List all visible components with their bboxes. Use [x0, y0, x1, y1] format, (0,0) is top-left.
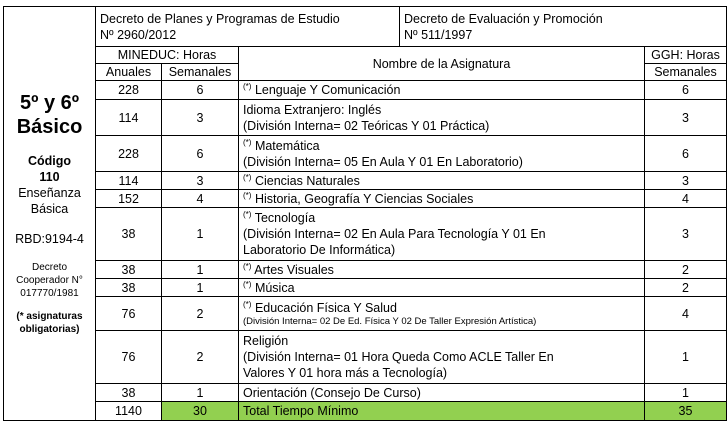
table-row [4, 136, 727, 172]
ggh-hours: 2 [645, 261, 727, 279]
table-row [4, 81, 727, 100]
subject-line: Historia, Geografía Y Ciencias Sociales [254, 191, 474, 206]
ggh-hours: 3 [645, 100, 727, 136]
ggh-weekly-header: Semanales [645, 64, 727, 81]
weekly-hours: 4 [162, 190, 239, 208]
table-row [4, 297, 727, 331]
subject-name [239, 81, 645, 100]
weekly-hours: 1 [162, 261, 239, 279]
subject-line: Matemática [254, 138, 320, 153]
annual-hours: 228 [96, 81, 162, 100]
weekly-hours: 6 [162, 81, 239, 100]
subject-line: Música [254, 280, 295, 295]
subject-line: Religión [243, 334, 289, 348]
ggh-hours: 6 [645, 136, 727, 172]
annual-hours: 38 [96, 261, 162, 279]
subject-name [239, 172, 645, 190]
subject-name [239, 261, 645, 279]
subject-line: Ciencias Naturales [254, 173, 360, 188]
plans-decree-cell [96, 7, 400, 47]
annual-hours: 38 [96, 208, 162, 261]
total-weekly-hours: 30 [162, 402, 239, 421]
subject-detail: (División Interna= 02 De Ed. Física Y 02 De Taller Expresión Artística) [243, 315, 537, 327]
weekly-hours: 1 [162, 279, 239, 297]
ggh-hours: 1 [645, 384, 727, 402]
subject-name: Orientación (Consejo De Curso) [239, 384, 645, 402]
subject-name [239, 208, 645, 261]
mandatory-mark: (*) [243, 299, 252, 309]
table-row [4, 279, 727, 297]
cooperator-decree-line1: Decreto [31, 262, 67, 273]
weekly-hours-header: Semanales [162, 64, 239, 81]
ggh-hours: 6 [645, 81, 727, 100]
code-value: 110 [39, 170, 60, 184]
table-row [4, 208, 727, 261]
subject-detail: (División Interna= 01 Hora Queda Como ACLE Taller En [243, 350, 554, 364]
weekly-hours: 2 [162, 331, 239, 384]
cooperator-decree-line3: 017770/1981 [20, 288, 79, 299]
subject-detail: (División Interna= 02 Teóricas Y 01 Práctica) [243, 118, 490, 133]
subject-detail: (División Interna= 05 En Aula Y 01 En Laboratorio) [243, 154, 523, 169]
ggh-hours: 4 [645, 297, 727, 331]
ggh-hours: 3 [645, 208, 727, 261]
ggh-hours: 3 [645, 172, 727, 190]
mandatory-mark: (*) [243, 172, 252, 182]
total-annual-hours: 1140 [96, 402, 162, 421]
annual-hours: 152 [96, 190, 162, 208]
grade-label: 5º y 6º [19, 92, 80, 114]
evaluation-decree-title: Decreto de Evaluación y Promoción [404, 11, 603, 26]
subject-line: Tecnología [254, 211, 316, 225]
mandatory-mark: (*) [243, 137, 252, 147]
table-row [4, 331, 727, 384]
annual-hours: 228 [96, 136, 162, 172]
annual-hours: 76 [96, 297, 162, 331]
mandatory-mark: (*) [243, 279, 252, 289]
code-label: Código [27, 154, 72, 168]
ggh-hours: 4 [645, 190, 727, 208]
evaluation-decree-number: Nº 511/1997 [404, 27, 473, 42]
total-label: Total Tiempo Mínimo [239, 402, 645, 421]
annual-hours: 114 [96, 100, 162, 136]
course-info-panel [4, 7, 96, 421]
weekly-hours: 6 [162, 136, 239, 172]
subject-line: Educación Física Y Salud [254, 300, 397, 315]
table-row [4, 100, 727, 136]
annual-hours: 76 [96, 331, 162, 384]
mandatory-note: (* asignaturas obligatorias) [16, 311, 83, 335]
total-row [4, 402, 727, 421]
ggh-hours: 1 [645, 331, 727, 384]
subject-detail: (División Interna= 02 En Aula Para Tecnología Y 01 En [243, 227, 546, 241]
subject-name [239, 279, 645, 297]
mandatory-mark: (*) [243, 261, 252, 271]
subject-name-header: Nombre de la Asignatura [239, 47, 645, 81]
mandatory-mark: (*) [243, 81, 252, 91]
mineduc-hours-header: MINEDUC: Horas [96, 47, 239, 64]
subject-name [239, 136, 645, 172]
table-row [4, 384, 727, 402]
weekly-hours: 3 [162, 172, 239, 190]
weekly-hours: 3 [162, 100, 239, 136]
table-row [4, 261, 727, 279]
evaluation-decree-cell [400, 7, 727, 47]
subject-line: Idioma Extranjero: Inglés [243, 102, 382, 117]
subject-name [239, 100, 645, 136]
subject-line: Artes Visuales [254, 262, 334, 277]
ggh-hours: 2 [645, 279, 727, 297]
table-row [4, 172, 727, 190]
study-plan-table [3, 6, 727, 421]
plans-decree-title: Decreto de Planes y Programas de Estudio [100, 11, 340, 26]
mandatory-mark: (*) [243, 190, 252, 200]
subject-name [239, 331, 645, 384]
rbd-label: RBD:9194-4 [15, 232, 84, 246]
table-row [4, 190, 727, 208]
subject-name [239, 190, 645, 208]
annual-hours: 38 [96, 384, 162, 402]
plans-decree-number: Nº 2960/2012 [100, 27, 177, 42]
total-ggh-hours: 35 [645, 402, 727, 421]
annual-hours-header: Anuales [96, 64, 162, 81]
weekly-hours: 2 [162, 297, 239, 331]
annual-hours: 114 [96, 172, 162, 190]
subject-line: Lenguaje Y Comunicación [254, 83, 401, 97]
education-type-line2: Básica [30, 202, 69, 216]
subject-detail: Laboratorio De Informática) [243, 243, 396, 257]
weekly-hours: 1 [162, 208, 239, 261]
ggh-hours-header: GGH: Horas [645, 47, 727, 64]
mandatory-mark: (*) [243, 209, 252, 219]
subject-detail: Valores Y 01 hora más a Tecnología) [243, 366, 448, 380]
weekly-hours: 1 [162, 384, 239, 402]
cooperator-decree-line2: Cooperador N° [16, 275, 83, 286]
level-label: Básico [16, 116, 83, 138]
subject-name [239, 297, 645, 331]
annual-hours: 38 [96, 279, 162, 297]
education-type-line1: Enseñanza [18, 186, 81, 200]
